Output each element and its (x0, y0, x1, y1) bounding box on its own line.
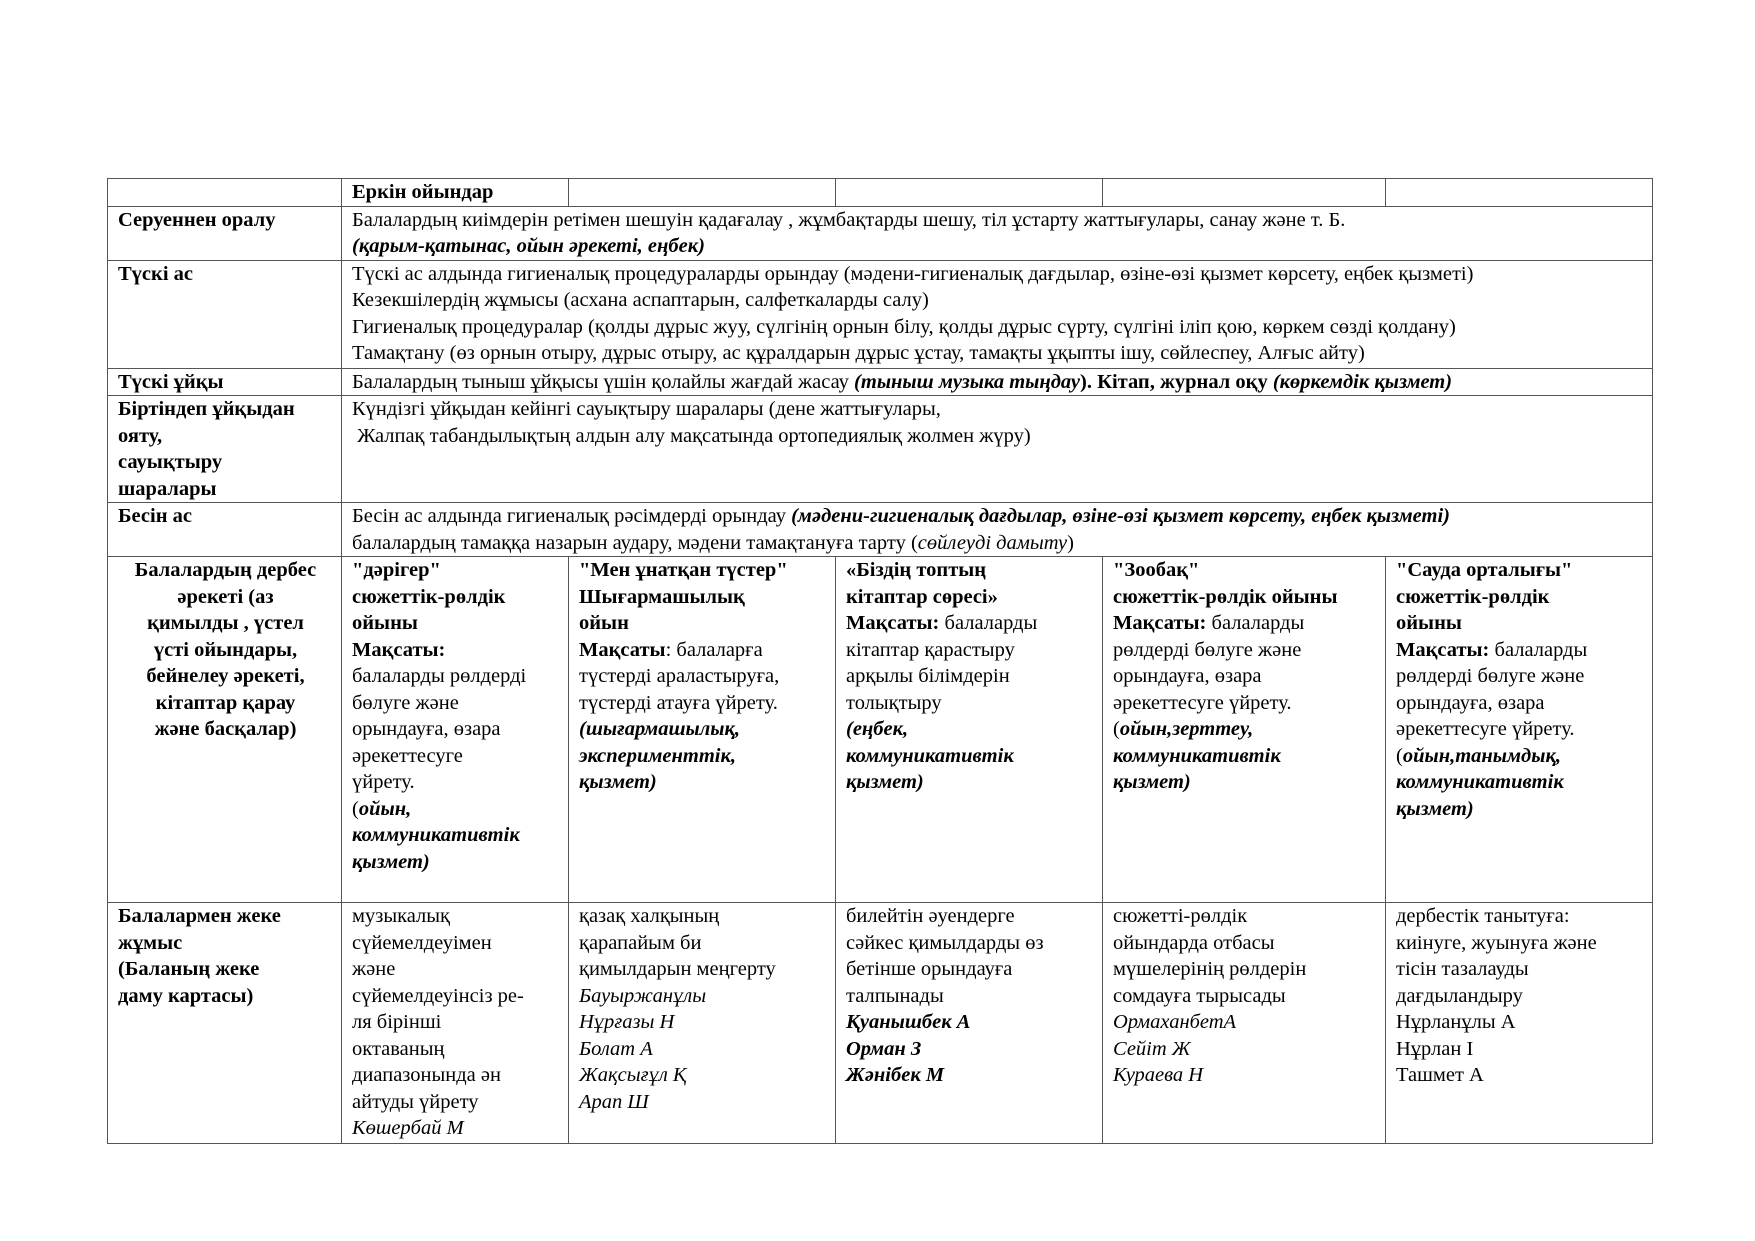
table-row-individual-work (108, 903, 1653, 1144)
table-row-wake-up (108, 396, 1653, 503)
activity-cell-zoo: "Зообақ" сюжеттік-рөлдік ойыны Мақсаты: балаларды рөлдерді бөлуге және орындауға, өзара әрекеттесуге үйрету. (ойын,зерттеу, коммуникативтік қызмет) (1103, 557, 1386, 903)
table-row-return-from-walk (108, 206, 1653, 260)
row-label: Серуеннен оралу (108, 206, 342, 260)
header-empty-cell (108, 179, 342, 207)
individual-cell-roleplay: сюжетті-рөлдік ойындарда отбасы мүшелерінің рөлдерін сомдауға тырысады ОрмаханбетА Сейіт Ж Кураева Н (1103, 903, 1386, 1144)
table-row-afternoon-snack (108, 503, 1653, 557)
daily-schedule-table (107, 178, 1653, 1144)
row-content: Балалардың тыныш ұйқысы үшін қолайлы жағдай жасау (тыныш музыка тыңдау). Кітап, журнал оқу (көркемдік қызмет) (342, 368, 1653, 396)
row-label: Түскі ас (108, 260, 342, 368)
table-row-header (108, 179, 1653, 207)
activity-cell-shopping-center: "Сауда орталығы" сюжеттік-рөлдік ойыны Мақсаты: балаларды рөлдерді бөлуге және орындауға, өзара әрекеттесуге үйрету. (ойын,танымдық, коммуникативтік қызмет) (1386, 557, 1653, 903)
row-content: Балалардың киімдерін ретімен шешуін қадағалау , жұмбақтарды шешу, тіл ұстарту жаттығулары, санау және т. Б. (қарым-қатынас, ойын әрекеті, еңбек) (342, 206, 1653, 260)
individual-cell-dance: қазақ халқының қарапайым би қимылдарын меңгерту Бауыржанұлы Нұрғазы Н Болат А Жақсығұл Қ Арап Ш (569, 903, 836, 1144)
individual-cell-music: музыкалық сүйемелдеуімен және сүйемелдеуінсіз ре- ля бірінші октаваның диапазонында ән айтуды үйрету Көшербай М (342, 903, 569, 1144)
row-content: Күндізгі ұйқыдан кейінгі сауықтыру шаралары (дене жаттығулары, Жалпақ табандылықтың алдын алу мақсатында ортопедиялық жолмен жүру) (342, 396, 1653, 503)
header-cell-4 (1103, 179, 1386, 207)
table-row-independent-activity (108, 557, 1653, 903)
row-label: Біртіндеп ұйқыдан ояту, сауықтыру шаралары (108, 396, 342, 503)
row-content: Түскі ас алдында гигиеналық процедураларды орындау (мәдени-гигиеналық дағдылар, өзіне-өзі қызмет көрсету, еңбек қызметі) Кезекшілердің жұмысы (асхана аспаптарын, салфеткаларды салу) Гигиеналық процедуралар (қолды дұрыс жуу, сүлгінің орнын білу, қолды дұрыс сүрту, сүлгіні іліп қою, көркем сөзді қолдану) Тамақтану (өз орнын отыру, дұрыс отыру, ас құралдарын дұрыс ұстау, тамақты ұқыпты ішу, сөйлеспеу, Алғыс айту) (342, 260, 1653, 368)
row-label: Бесін ас (108, 503, 342, 557)
table-row-nap (108, 368, 1653, 396)
row-label: Балалармен жеке жұмыс (Баланың жеке даму картасы) (108, 903, 342, 1144)
row-label: Түскі ұйқы (108, 368, 342, 396)
row-content: Бесін ас алдында гигиеналық рәсімдерді орындау (мәдени-гигиеналық дағдылар, өзіне-өзі қызмет көрсету, еңбек қызметі) балалардың тамаққа назарын аудару, мәдени тамақтануға тарту (сөйлеуді дамыту) (342, 503, 1653, 557)
header-cell-3 (836, 179, 1103, 207)
individual-cell-movement: билейтін әуендерге сәйкес қимылдарды өз бетінше орындауға талпынады Қуанышбек А Орман З Жәнібек М (836, 903, 1103, 1144)
header-free-games: Еркін ойындар (342, 179, 569, 207)
activity-cell-doctor: "дәрігер" сюжеттік-рөлдік ойыны Мақсаты: балаларды рөлдерді бөлуге және орындауға, өзара әрекеттесуге үйрету. (ойын, коммуникативтік қызмет) (342, 557, 569, 903)
row-label: Балалардың дербес әрекеті (аз қимылды , үстел үсті ойындары, бейнелеу әрекеті, кітаптар қарау және басқалар) (108, 557, 342, 903)
header-cell-5 (1386, 179, 1653, 207)
table-row-lunch (108, 260, 1653, 368)
activity-cell-bookshelf: «Біздің топтың кітаптар сөресі» Мақсаты: балаларды кітаптар қарастыру арқылы білімдерін толықтыру (еңбек, коммуникативтік қызмет) (836, 557, 1103, 903)
individual-cell-self-care: дербестік танытуға: киінуге, жуынуға және тісін тазалауды дағдыландыру Нұрланұлы А Нұрлан І Ташмет А (1386, 903, 1653, 1144)
activity-cell-favorite-colors: "Мен ұнатқан түстер" Шығармашылық ойын Мақсаты: балаларға түстерді араластыруға, түстерді атауға үйрету. (шығармашылық, эксперименттік, қызмет) (569, 557, 836, 903)
header-cell-2 (569, 179, 836, 207)
